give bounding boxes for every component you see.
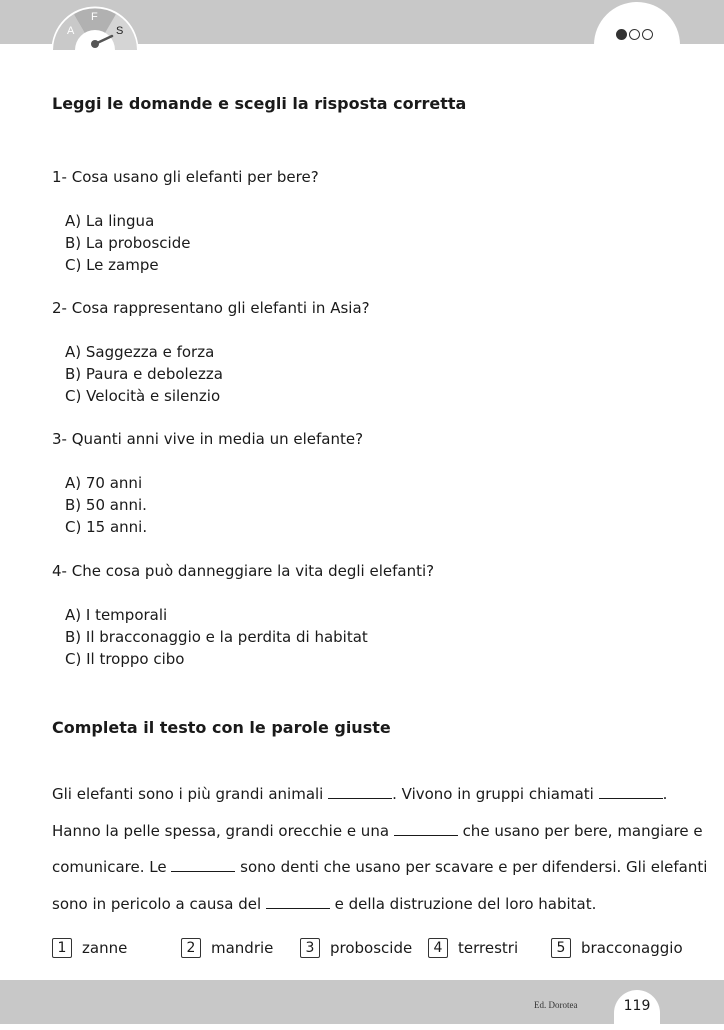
section-title-questions: Leggi le domande e scegli la risposta corretta: [52, 94, 467, 113]
cloze-line: [52, 886, 682, 923]
answer-option: A) Saggezza e forza: [65, 343, 215, 361]
word-number-box: 4: [428, 938, 448, 958]
blank-field[interactable]: [328, 784, 392, 799]
gauge-letter-a: A: [67, 25, 75, 37]
level-tab: [594, 2, 680, 82]
question-text: Cosa usano gli elefanti per bere?: [71, 168, 319, 186]
blank-field[interactable]: [394, 821, 458, 836]
blank-field[interactable]: [266, 894, 330, 909]
question-3: [52, 428, 672, 538]
cloze-text: Hanno la pelle spessa, grandi orecchie e una: [52, 821, 394, 840]
page-number: 119: [614, 990, 660, 1030]
word-bank-item: [551, 938, 683, 958]
question-text: Quanti anni vive in media un elefante?: [71, 430, 364, 448]
question-number: 3-: [52, 430, 67, 448]
word-number-box: 5: [551, 938, 571, 958]
cloze-text: . Vivono in gruppi chiamati: [392, 785, 599, 803]
cloze-text: Gli elefanti sono i più grandi animali: [52, 785, 329, 803]
level-dot-empty: [642, 29, 653, 40]
answer-option: A) La lingua: [65, 212, 155, 230]
publisher-label: Ed. Dorotea: [534, 1000, 578, 1010]
cloze-text: .: [662, 785, 668, 803]
level-dot-empty: [629, 29, 640, 40]
level-dot-filled: [616, 29, 627, 40]
question-number: 2-: [52, 299, 67, 317]
gauge-letter-f: F: [91, 11, 98, 23]
cloze-text: e della distruzione del loro habitat.: [329, 894, 597, 913]
question-number: 4-: [52, 562, 67, 580]
word-number-box: 1: [52, 938, 72, 958]
answer-option: C) Velocità e silenzio: [65, 387, 221, 405]
question-number: 1-: [52, 168, 67, 186]
cloze-line: [52, 776, 682, 813]
word-bank-word: terrestri: [458, 939, 519, 957]
question-4: [52, 560, 672, 670]
word-bank-item: [52, 938, 127, 958]
word-bank-item: [428, 938, 518, 958]
cloze-paragraph: [52, 776, 708, 922]
question-2: [52, 297, 672, 407]
answer-option: A) I temporali: [65, 606, 168, 624]
answer-option: B) Il bracconaggio e la perdita di habitat: [65, 628, 368, 646]
question-text: Cosa rappresentano gli elefanti in Asia?: [71, 299, 370, 317]
word-bank-item: [300, 938, 412, 958]
word-bank-word: bracconaggio: [581, 939, 683, 957]
blank-field[interactable]: [171, 857, 235, 872]
level-indicator: [616, 29, 653, 40]
answer-option: A) 70 anni: [65, 474, 143, 492]
difficulty-gauge-icon: [50, 0, 140, 50]
cloze-text: comunicare. Le: [52, 858, 172, 876]
answer-option: C) Il troppo cibo: [65, 650, 185, 668]
cloze-text: che usano per bere, mangiare e: [457, 821, 703, 840]
cloze-text: sono in pericolo a causa del: [52, 894, 266, 913]
word-bank-word: mandrie: [211, 939, 274, 957]
blank-field[interactable]: [599, 784, 663, 799]
question-text: Che cosa può danneggiare la vita degli elefanti?: [71, 562, 435, 580]
question-1: [52, 166, 672, 276]
answer-option: B) La proboscide: [65, 234, 191, 252]
word-bank: [0, 938, 724, 964]
cloze-line: [52, 849, 708, 886]
cloze-line: [52, 813, 703, 850]
answer-option: C) 15 anni.: [65, 518, 148, 536]
gauge-letter-s: S: [116, 25, 124, 37]
answer-option: B) 50 anni.: [65, 496, 147, 514]
answer-option: C) Le zampe: [65, 256, 159, 274]
word-bank-word: proboscide: [330, 939, 413, 957]
answer-option: B) Paura e debolezza: [65, 365, 223, 383]
cloze-text: sono denti che usano per scavare e per difendersi. Gli elefanti: [235, 858, 708, 876]
word-bank-word: zanne: [82, 939, 128, 957]
word-number-box: 2: [181, 938, 201, 958]
word-bank-item: [181, 938, 273, 958]
section-title-cloze: Completa il testo con le parole giuste: [52, 718, 391, 737]
word-number-box: 3: [300, 938, 320, 958]
